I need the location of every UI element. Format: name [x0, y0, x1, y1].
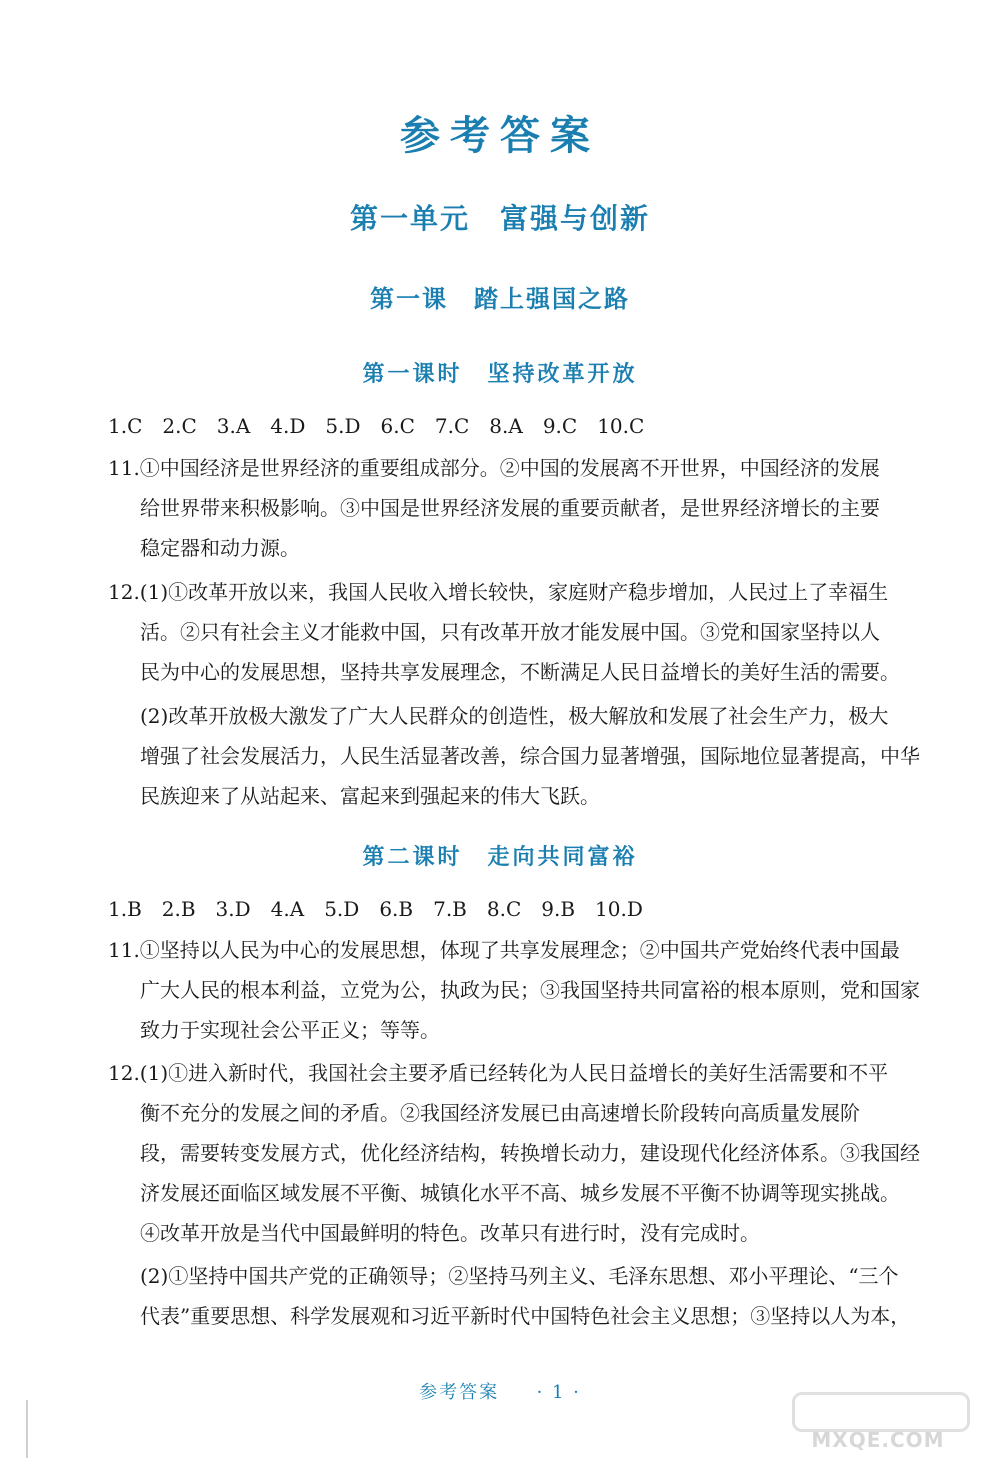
- q12-1-line: 12.(1)①改革开放以来，我国人民收入增长较快，家庭财产稳步增加，人民过上了幸福生: [108, 580, 889, 604]
- section-heading-period-2: 第二课时 走向共同富裕: [362, 844, 638, 870]
- q11-line: 广大人民的根本利益，立党为公，执政为民；③我国坚持共同富裕的根本原则，党和国家: [140, 978, 920, 1002]
- q12-1-line: 12.(1)①进入新时代，我国社会主要矛盾已经转化为人民日益增长的美好生活需要和不平: [108, 1061, 889, 1085]
- q11-line: 给世界带来积极影响。③中国是世界经济发展的重要贡献者，是世界经济增长的主要: [140, 496, 880, 520]
- scan-edge-line: [26, 1400, 28, 1458]
- section-heading-period-1: 第一课时 坚持改革开放: [362, 361, 638, 387]
- footer-label: 参考答案: [419, 1382, 500, 1403]
- page-number: · 1 ·: [536, 1382, 581, 1403]
- lesson-heading: 第一课 踏上强国之路: [370, 284, 630, 313]
- q12-1-line: 段，需要转变发展方式，优化经济结构，转换增长动力，建设现代化经济体系。③我国经: [140, 1141, 920, 1165]
- q11-line: 11.①坚持以人民为中心的发展思想，体现了共享发展理念；②中国共产党始终代表中国最: [108, 938, 900, 962]
- watermark-text: MXQE.COM: [811, 1428, 945, 1452]
- q12-1-line: ④改革开放是当代中国最鲜明的特色。改革只有进行时，没有完成时。: [140, 1221, 760, 1245]
- q12-1-line: 民为中心的发展思想，坚持共享发展理念，不断满足人民日益增长的美好生活的需要。: [140, 660, 900, 684]
- q11-line: 稳定器和动力源。: [140, 536, 300, 560]
- q12-2-line: (2)①坚持中国共产党的正确领导；②坚持马列主义、毛泽东思想、邓小平理论、“三个: [140, 1264, 899, 1288]
- q12-2-line: 民族迎来了从站起来、富起来到强起来的伟大飞跃。: [140, 784, 600, 808]
- q12-2-line: (2)改革开放极大激发了广大人民群众的创造性，极大解放和发展了社会生产力，极大: [140, 704, 889, 728]
- mc-answers-period-2: 1.B 2.B 3.D 4.A 5.D 6.B 7.B 8.C 9.B 10.D: [108, 897, 643, 921]
- mc-answers-period-1: 1.C 2.C 3.A 4.D 5.D 6.C 7.C 8.A 9.C 10.C: [108, 414, 645, 438]
- unit-heading: 第一单元 富强与创新: [349, 202, 650, 235]
- q11-line: 致力于实现社会公平正义；等等。: [140, 1018, 440, 1042]
- q12-2-line: 增强了社会发展活力，人民生活显著改善，综合国力显著增强，国际地位显著提高，中华: [140, 744, 920, 768]
- q12-1-line: 活。②只有社会主义才能救中国，只有改革开放才能发展中国。③党和国家坚持以人: [140, 620, 880, 644]
- page-title: 参考答案: [400, 112, 600, 159]
- q11-line: 11.①中国经济是世界经济的重要组成部分。②中国的发展离不开世界，中国经济的发展: [108, 456, 880, 480]
- q12-2-line: 代表”重要思想、科学发展观和习近平新时代中国特色社会主义思想；③坚持以人为本，: [140, 1304, 911, 1328]
- watermark-logo-icon: [792, 1392, 970, 1432]
- q12-1-line: 衡不充分的发展之间的矛盾。②我国经济发展已由高速增长阶段转向高质量发展阶: [140, 1101, 860, 1125]
- q12-1-line: 济发展还面临区域发展不平衡、城镇化水平不高、城乡发展不平衡不协调等现实挑战。: [140, 1181, 900, 1205]
- watermark: [778, 1392, 978, 1452]
